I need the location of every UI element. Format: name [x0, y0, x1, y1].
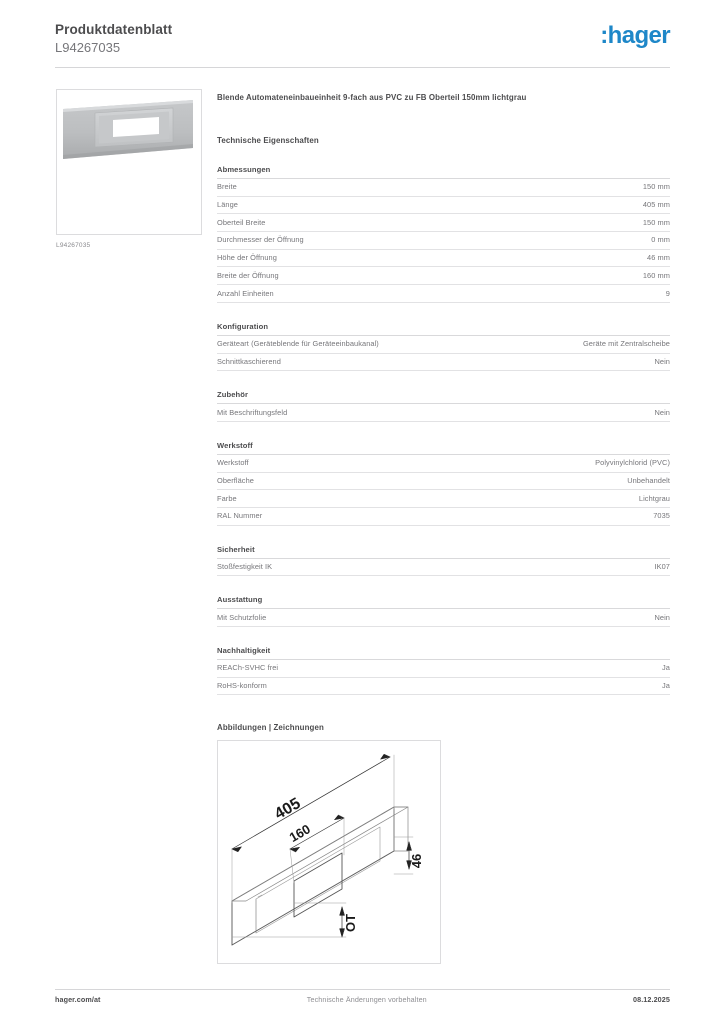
spec-group-title: Ausstattung [217, 595, 670, 609]
spec-row [217, 267, 670, 285]
spec-row [217, 473, 670, 491]
header-divider [55, 67, 670, 68]
spec-value: 0 mm [651, 235, 670, 245]
spec-groups [217, 165, 670, 695]
product-image-caption: L94267035 [56, 242, 91, 249]
main-content [217, 92, 670, 964]
technical-drawing-frame [217, 740, 441, 964]
spec-group [217, 165, 670, 303]
spec-value: Lichtgrau [638, 493, 670, 503]
spec-group [217, 595, 670, 627]
spec-value: Ja [662, 681, 670, 691]
footer-date: 08.12.2025 [633, 995, 670, 1004]
product-name: Blende Automateneinbaueinheit 9-fach aus PVC zu FB Oberteil 150mm lichtgrau [217, 93, 527, 102]
spec-row [217, 354, 670, 372]
hager-logo: :hager [600, 22, 670, 49]
spec-label: Durchmesser der Öffnung [217, 235, 304, 245]
spec-label: Stoßfestigkeit IK [217, 562, 273, 572]
spec-row [217, 455, 670, 473]
spec-label: RAL Nummer [217, 511, 263, 521]
header-titles [55, 22, 172, 56]
spec-label: Anzahl Einheiten [217, 288, 274, 298]
article-number: L94267035 [55, 40, 121, 55]
product-figure [56, 89, 202, 249]
spec-label: Geräteart (Geräteblende für Geräteeinbaukanal) [217, 339, 379, 349]
spec-value: 150 mm [642, 217, 670, 227]
product-photo [61, 98, 197, 164]
spec-label: Oberfläche [217, 475, 254, 485]
spec-group-title: Werkstoff [217, 441, 670, 455]
spec-group [217, 646, 670, 695]
drawings-title: Abbildungen | Zeichnungen [217, 723, 324, 733]
spec-value: 405 mm [642, 200, 670, 210]
spec-value: 9 [665, 288, 670, 298]
spec-row [217, 660, 670, 678]
spec-label: REACh-SVHC frei [217, 663, 279, 673]
spec-label: Breite [217, 182, 237, 192]
spec-group-title: Zubehör [217, 390, 670, 404]
spec-group-title: Sicherheit [217, 545, 670, 559]
spec-row [217, 404, 670, 422]
spec-row [217, 336, 670, 354]
spec-label: Höhe der Öffnung [217, 253, 277, 263]
spec-group [217, 441, 670, 526]
spec-group-title: Nachhaltigkeit [217, 646, 670, 660]
spec-value: Unbehandelt [627, 475, 670, 485]
product-image-frame [56, 89, 202, 235]
spec-group [217, 322, 670, 371]
spec-value: IK07 [654, 562, 670, 572]
spec-value: 150 mm [642, 182, 670, 192]
spec-value: 160 mm [642, 270, 670, 280]
spec-row [217, 508, 670, 526]
spec-label: Farbe [217, 493, 237, 503]
dimension-label-160: 160 [286, 821, 313, 846]
spec-value: Nein [654, 407, 670, 417]
spec-label: Mit Schutzfolie [217, 612, 267, 622]
spec-row [217, 197, 670, 215]
spec-value: Ja [662, 663, 670, 673]
spec-value: Nein [654, 612, 670, 622]
spec-group [217, 390, 670, 422]
page-title: Produktdatenblatt [55, 22, 173, 37]
spec-row [217, 232, 670, 250]
spec-label: Schnittkaschierend [217, 356, 281, 366]
spec-row [217, 179, 670, 197]
footer-disclaimer: Technische Änderungen vorbehalten [306, 995, 427, 1004]
spec-value: 7035 [653, 511, 670, 521]
spec-group-title: Konfiguration [217, 322, 670, 336]
spec-label: Werkstoff [217, 458, 249, 468]
spec-value: Nein [654, 356, 670, 366]
spec-row [217, 490, 670, 508]
spec-group-title: Abmessungen [217, 165, 670, 179]
spec-group [217, 545, 670, 577]
page-footer [55, 995, 670, 1004]
spec-row [217, 609, 670, 627]
spec-row [217, 285, 670, 303]
dimension-label-46: 46 [409, 854, 424, 869]
spec-label: Mit Beschriftungsfeld [217, 407, 288, 417]
spec-row [217, 214, 670, 232]
footer-website[interactable]: hager.com/at [55, 995, 101, 1004]
spec-row [217, 678, 670, 696]
technical-drawing [218, 741, 440, 963]
spec-value: Geräte mit Zentralscheibe [582, 339, 670, 349]
page-header [55, 22, 670, 68]
spec-label: Breite der Öffnung [217, 270, 279, 280]
spec-label: Oberteil Breite [217, 217, 266, 227]
spec-row [217, 559, 670, 577]
footer-divider [55, 989, 670, 990]
spec-label: Länge [217, 200, 238, 210]
dimension-label-405: 405 [271, 795, 304, 824]
spec-value: Polyvinylchlorid (PVC) [595, 458, 670, 468]
dimension-label-ot: OT [343, 914, 358, 933]
spec-value: 46 mm [647, 253, 670, 263]
spec-label: RoHS-konform [217, 681, 267, 691]
spec-row [217, 250, 670, 268]
technical-properties-title: Technische Eigenschaften [217, 136, 319, 145]
